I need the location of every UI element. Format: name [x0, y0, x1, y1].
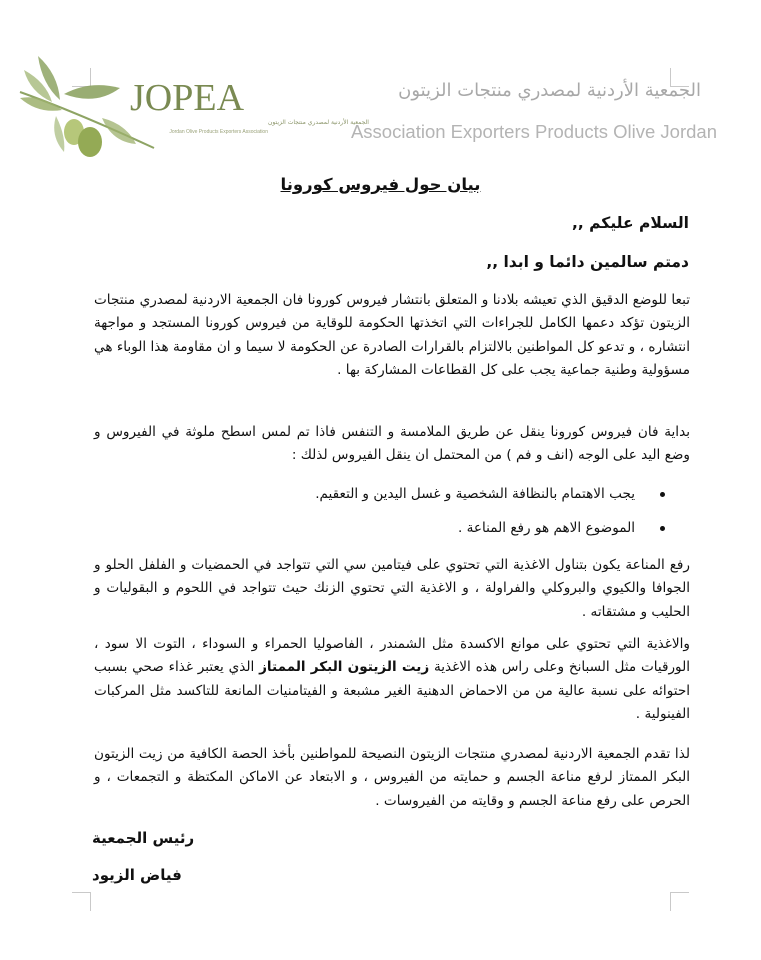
olive-leaf-icon [20, 97, 62, 111]
highlighted-text: زيت الزيتون البكر الممتاز [259, 659, 430, 676]
greeting-line: السلام عليكم ,, [571, 214, 689, 232]
logo-wordmark: JOPEA [130, 77, 245, 119]
paragraph-immunity: رفع المناعة يكون بتناول الاغذية التي تحتوي على فيتامين سي التي تتواجد في الحمضيات و الفلفل الحلو و الجوافا والكيوي والبروكلي والفراولة ، و الاغذية التي تحتوي الزنك حيث تتواجد في اللحوم و البقوليات و الحليب و مشتقاته . [94, 557, 690, 620]
crop-mark-bottom-right [670, 892, 689, 911]
paragraph-intro: تبعا للوضع الدقيق الذي تعيشه بلادنا و المتعلق بانتشار فيروس كورونا فان الجمعية الاردنية لمصدري منتجات الزيتون تؤكد دعمها الكامل للجراءات التي اتخذتها الحكومة للوقاية من فيروس كورونا المستجد و مواجهة انتشاره ، و تدعو كل المواطنين بالالتزام بالقرارات الصادرة عن الحكومة لا سيما و ان مقاومة هذا الوباء هي مسؤولية وطنية جماعية يجب على كل القطاعات المشاركة بها . [94, 292, 690, 379]
paragraph-transmission: بداية فان فيروس كورونا ينقل عن طريق الملامسة و التنفس فاذا تم لمس اسطح ملوثة في الفيروس و وضع اليد على الوجه (انف و فم ) من المحتمل ان ينقل الفيروس لذلك : [94, 424, 690, 464]
olive-leaf-icon [54, 116, 64, 152]
olive-fruit-icon [78, 127, 102, 157]
signature-title [92, 829, 392, 847]
paragraph-advice: لذا تقدم الجمعية الاردنية لمصدري منتجات الزيتون النصيحة للمواطنين بأخذ الحصة الكافية من زيت الزيتون البكر الممتاز لرفع مناعة الجسم و حمايته من الفيروس ، و الابتعاد عن الاماكن المكتظة و التجمعات ، و الحرص على رفع مناعة الجسم و وقايته من الفيروسات . [94, 746, 690, 809]
signature-name [92, 866, 392, 884]
logo-subtitle-en: Jordan Olive Products Exporters Association [169, 129, 268, 135]
jopea-logo [16, 52, 369, 164]
list-item: الموضوع الاهم هو رفع المناعة . [94, 517, 669, 551]
olive-leaf-icon [102, 118, 136, 144]
list-item: يجب الاهتمام بالنظافة الشخصية و غسل اليدين و التعقيم. [94, 483, 669, 517]
paragraph-text: والاغذية التي تحتوي على موانع الاكسدة مثل الشمندر ، الفاصوليا الحمراء و السوداء ، التوت الا سود ، الورقيات مثل السبانخ وعلى راس هذه الاغذية [94, 636, 690, 676]
document-title: بيان حول فيروس كورونا [280, 175, 481, 194]
greeting-line: دمتم سالمين دائما و ابدا ,, [486, 253, 689, 271]
paragraph-antioxidants [94, 633, 690, 727]
org-name-english: Association Exporters Products Olive Jordan [350, 121, 717, 142]
signature-title-text: رئيس الجمعية [92, 829, 195, 847]
signature-name-text: فياض الزيود [92, 866, 182, 884]
org-name-arabic: الجمعية الأردنية لمصدري منتجات الزيتون [398, 80, 701, 101]
paragraph-text: الذي يعتبر غذاء صحي بسبب احتوائه على نسبة عالية من من الاحماض الدهنية الغير مشبعة و الفيتامنيات المانعة للتاكسد مثل المركبات الفينولية . [94, 659, 690, 723]
advice-list [94, 483, 669, 551]
olive-leaf-icon [64, 85, 120, 99]
logo-subtitle-ar: الجمعية الأردنية لمصدري منتجات الزيتون [268, 119, 369, 126]
crop-mark-bottom-left [72, 892, 91, 911]
